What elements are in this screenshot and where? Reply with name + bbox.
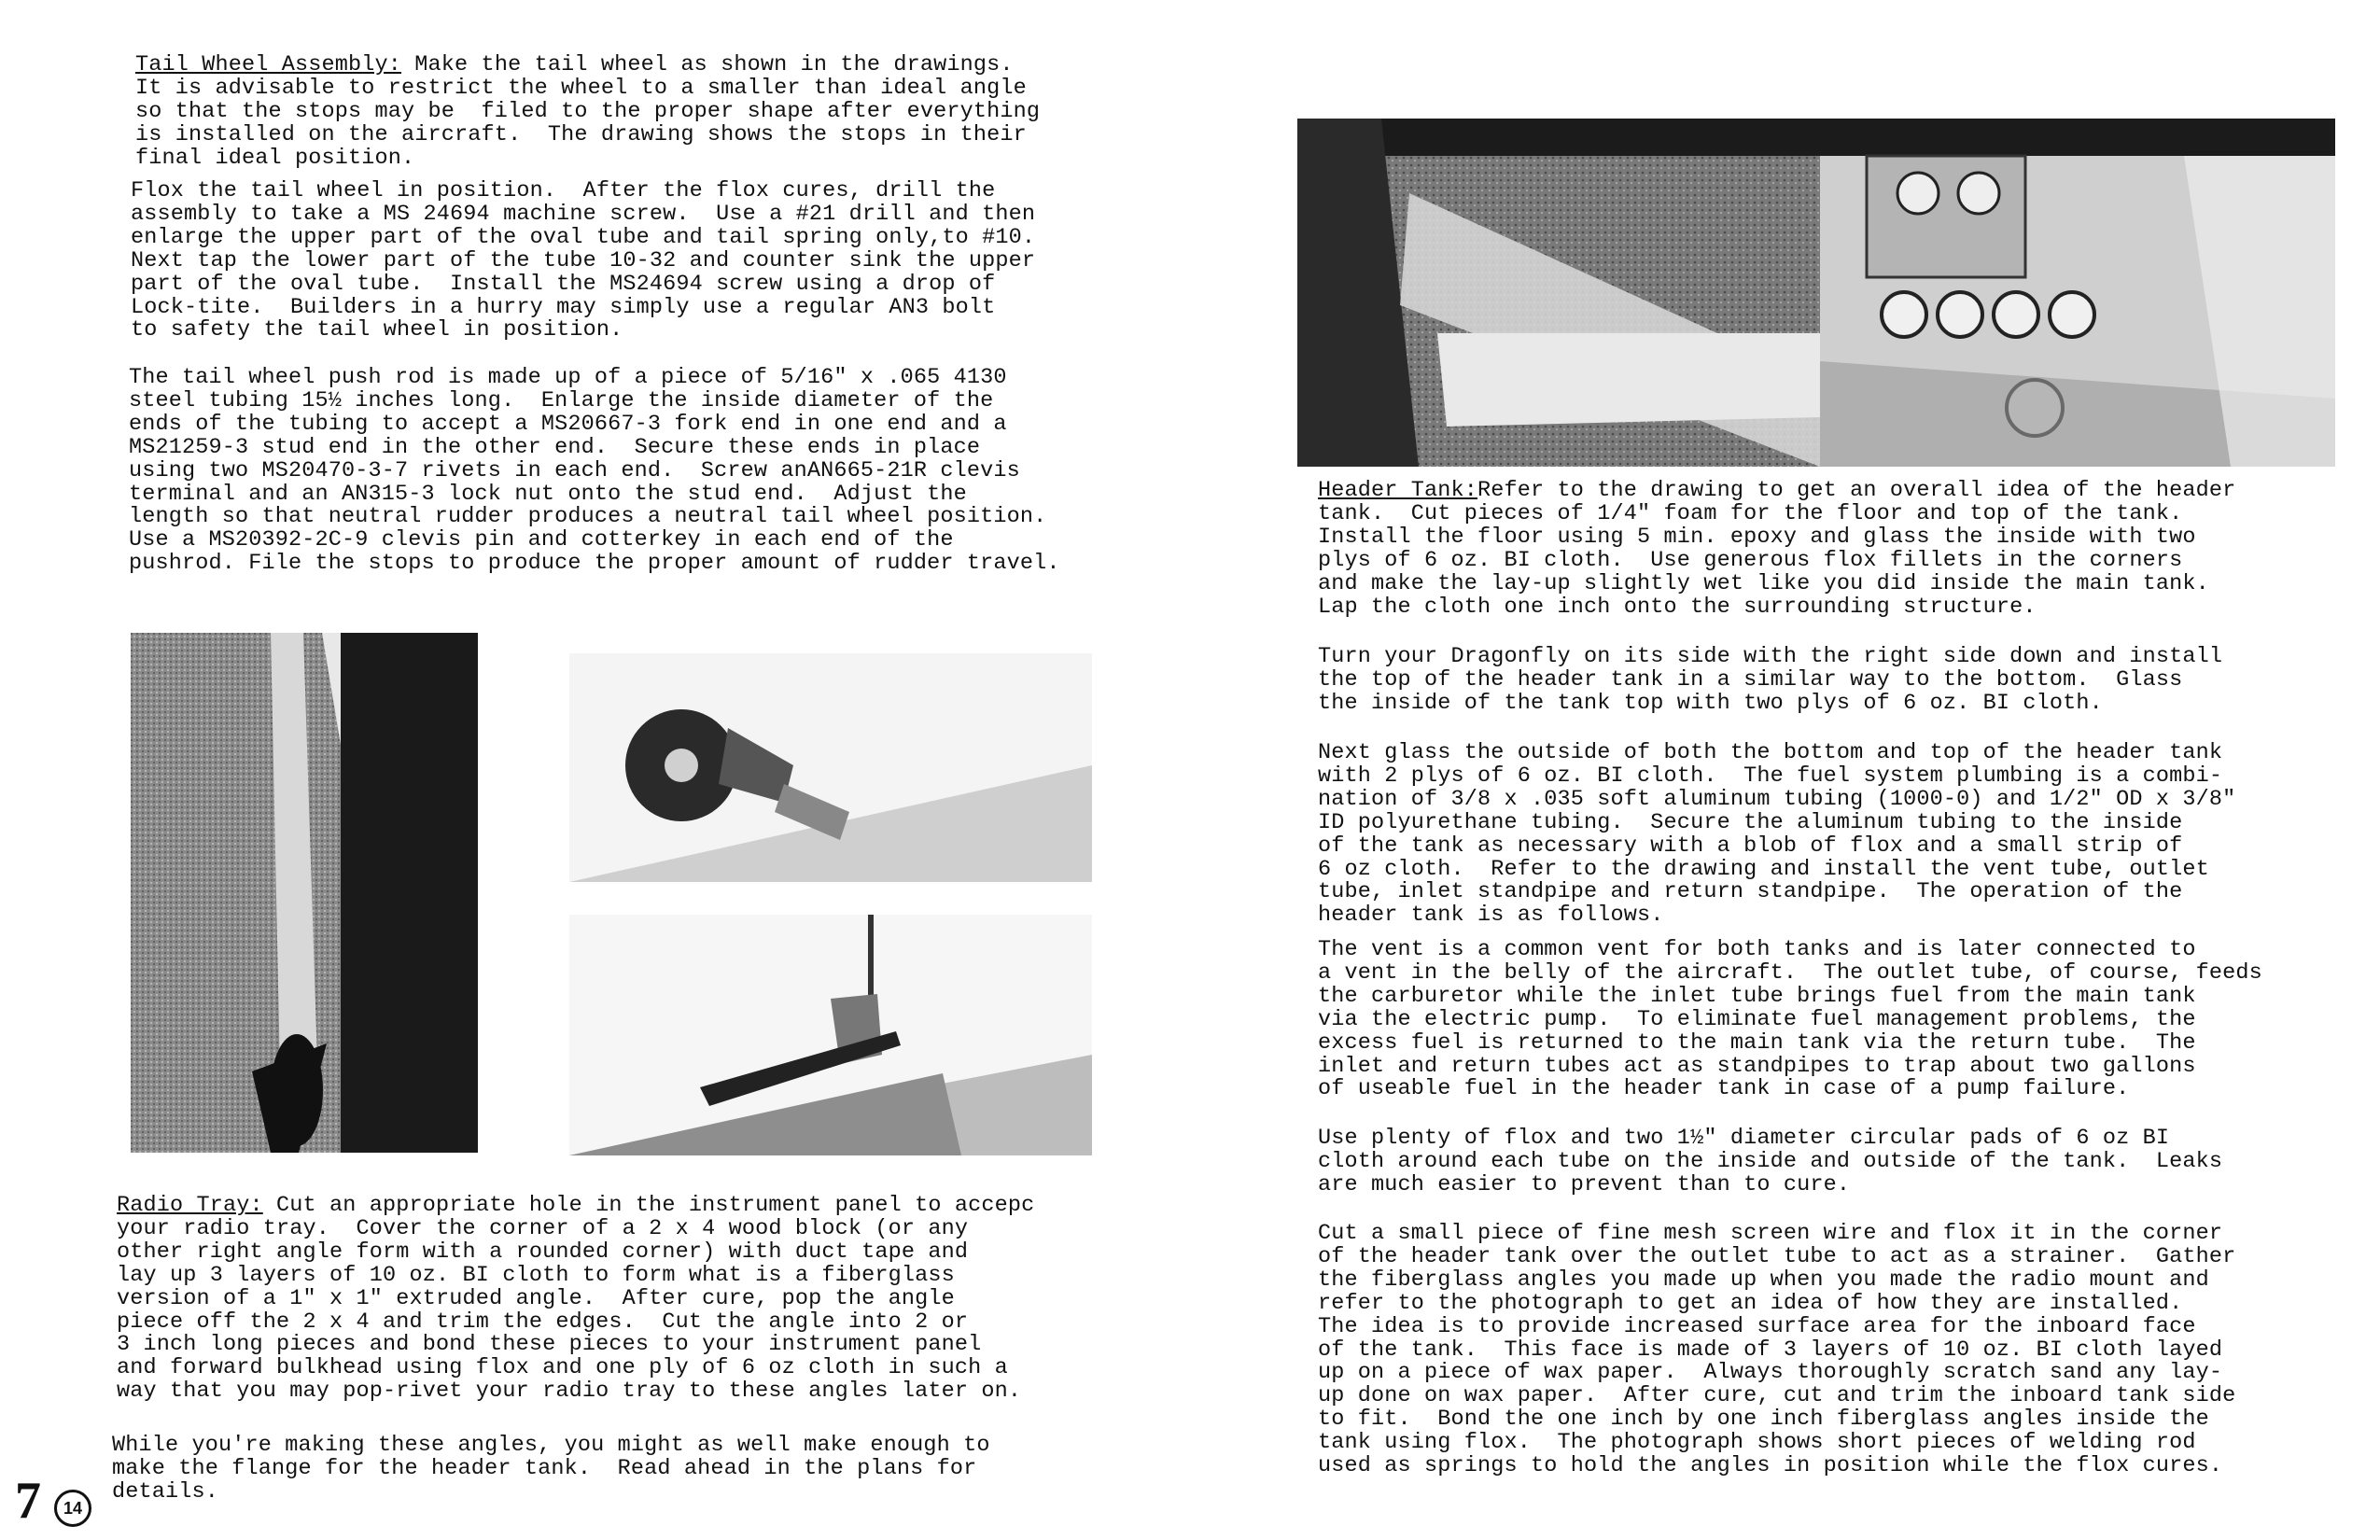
tail-wheel-assembly-paragraph <box>135 54 1040 171</box>
radio-tray-heading: Radio Tray: <box>117 1193 263 1218</box>
radio-tray-text: Cut an appropriate hole in the instrument panel to accepc your radio tray. Cover the corner of a 2 x 4 wood block (or any other right angle form with a rounded corner) with duct tape and lay up 3 layers of 10 oz. BI cloth to form what is a fiberglass version of a 1" x 1" extruded angle. After cure, pop the angle piece off the 2 x 4 and trim the edges. Cut the angle into 2 or 3 inch long pieces and bond these pieces to your instrument panel and forward bulkhead using flox and one ply of 6 oz cloth in such a way that you may pop-rivet your radio tray to these angles later on. <box>117 1193 1035 1405</box>
screen-wire-paragraph: Cut a small piece of fine mesh screen wire and flox it in the corner of the header tank over the outlet tube to act as a strainer. Gather the fiberglass angles you made up when you made the radio mount and refer to the photograph to get an idea of how they are installed. The idea is to provide increased surface area for the inboard face of the tank. This face is made of 3 layers of 10 oz. BI cloth layed up on a piece of wax paper. Always thoroughly scratch sand any lay- up done on wax paper. After cure, cut and trim the inboard tank side to fit. Bond the one inch by one inch fiberglass angles inside the tank using flox. The photograph shows short pieces of welding rod used as springs to hold the angles in position while the flox cures. <box>1318 1221 2236 1479</box>
flox-pads-paragraph: Use plenty of flox and two 1½" diameter circular pads of 6 oz BI cloth around each tube on the inside and outside of the tank. Leaks are much easier to prevent than to cure. <box>1318 1126 2223 1197</box>
tail-wheel-photo-left <box>131 633 478 1153</box>
turn-dragonfly-paragraph: Turn your Dragonfly on its side with the right side down and install the top of the header tank in a similar way to the bottom. Glass the inside of the tank top with two plys of 6 oz. BI cloth. <box>1318 644 2223 716</box>
tail-wheel-photo-bottom-right <box>569 915 1092 1155</box>
tail-wheel-photo-top-right <box>569 653 1092 882</box>
header-tank-photo <box>1297 119 2335 467</box>
sub-page-number: 14 <box>54 1490 91 1527</box>
header-tank-text: Refer to the drawing to get an overall idea of the header tank. Cut pieces of 1/4" foam for the floor and top of the tank. Install the floor using 5 min. epoxy and glass the inside with two plys of 6 oz. BI cloth. Use generous flox fillets in the corners and make the lay-up slightly wet like you did inside the main tank. Lap the cloth one inch onto the surrounding structure. <box>1318 478 2236 620</box>
tail-wheel-assembly-heading: Tail Wheel Assembly: <box>135 52 402 77</box>
push-rod-paragraph: The tail wheel push rod is made up of a piece of 5/16" x .065 4130 steel tubing 15½ inches long. Enlarge the inside diameter of the ends of the tubing to accept a MS20667-3 fork end in one end and a MS21259-3 stud end in the other end. Secure these ends in place using two MS20470-3-7 rivets in each end. Screw anAN665-21R clevis terminal and an AN315-3 lock nut onto the stud end. Adjust the length so that neutral rudder produces a neutral tail wheel position. Use a MS20392-2C-9 clevis pin and cotterkey in each end of the pushrod. File the stops to produce the proper amount of rudder travel. <box>129 365 1060 577</box>
making-angles-paragraph: While you're making these angles, you might as well make enough to make the flange for the header tank. Read ahead in the plans for details. <box>112 1433 990 1505</box>
header-tank-paragraph <box>1318 480 2235 619</box>
page-number: 7 <box>15 1472 41 1530</box>
flox-tail-wheel-paragraph: Flox the tail wheel in position. After the flox cures, drill the assembly to take a MS 24694 machine screw. Use a #21 drill and then enlarge the upper part of the oval tube and tail spring only,to #10. Next tap the lower part of the tube 10-32 and counter sink the upper part of the oval tube. Install the MS24694 screw using a drop of Lock-tite. Builders in a hurry may simply use a regular AN3 bolt to safety the tail wheel in position. <box>131 178 1036 343</box>
vent-paragraph: The vent is a common vent for both tanks and is later connected to a vent in the belly of the aircraft. The outlet tube, of course, feeds the carburetor while the inlet tube brings fuel from the main tank via the electric pump. To eliminate fuel management problems, the excess fuel is returned to the main tank via the return tube. The inlet and return tubes act as standpipes to trap about two gallons of useable fuel in the header tank in case of a pump failure. <box>1318 937 2262 1102</box>
glass-outside-paragraph: Next glass the outside of both the bottom and top of the header tank with 2 plys of 6 oz. BI cloth. The fuel system plumbing is a combi- nation of 3/8 x .035 soft aluminum tubing (1000-0) and 1/2" OD x 3/8" ID polyurethane tubing. Secure the aluminum tubing to the inside of the tank as necessary with a blob of flox and a small strip of 6 oz cloth. Refer to the drawing and install the vent tube, outlet tube, inlet standpipe and return standpipe. The operation of the header tank is as follows. <box>1318 740 2236 929</box>
header-tank-heading: Header Tank: <box>1318 478 1478 503</box>
radio-tray-paragraph <box>117 1195 1034 1404</box>
tail-wheel-assembly-text: Make the tail wheel as shown in the drawings. It is advisable to restrict the wheel to a smaller than ideal angle so that the stops may be filed to the proper shape after everything is installed on the aircraft. The drawing shows the stops in their final ideal position. <box>135 52 1041 171</box>
